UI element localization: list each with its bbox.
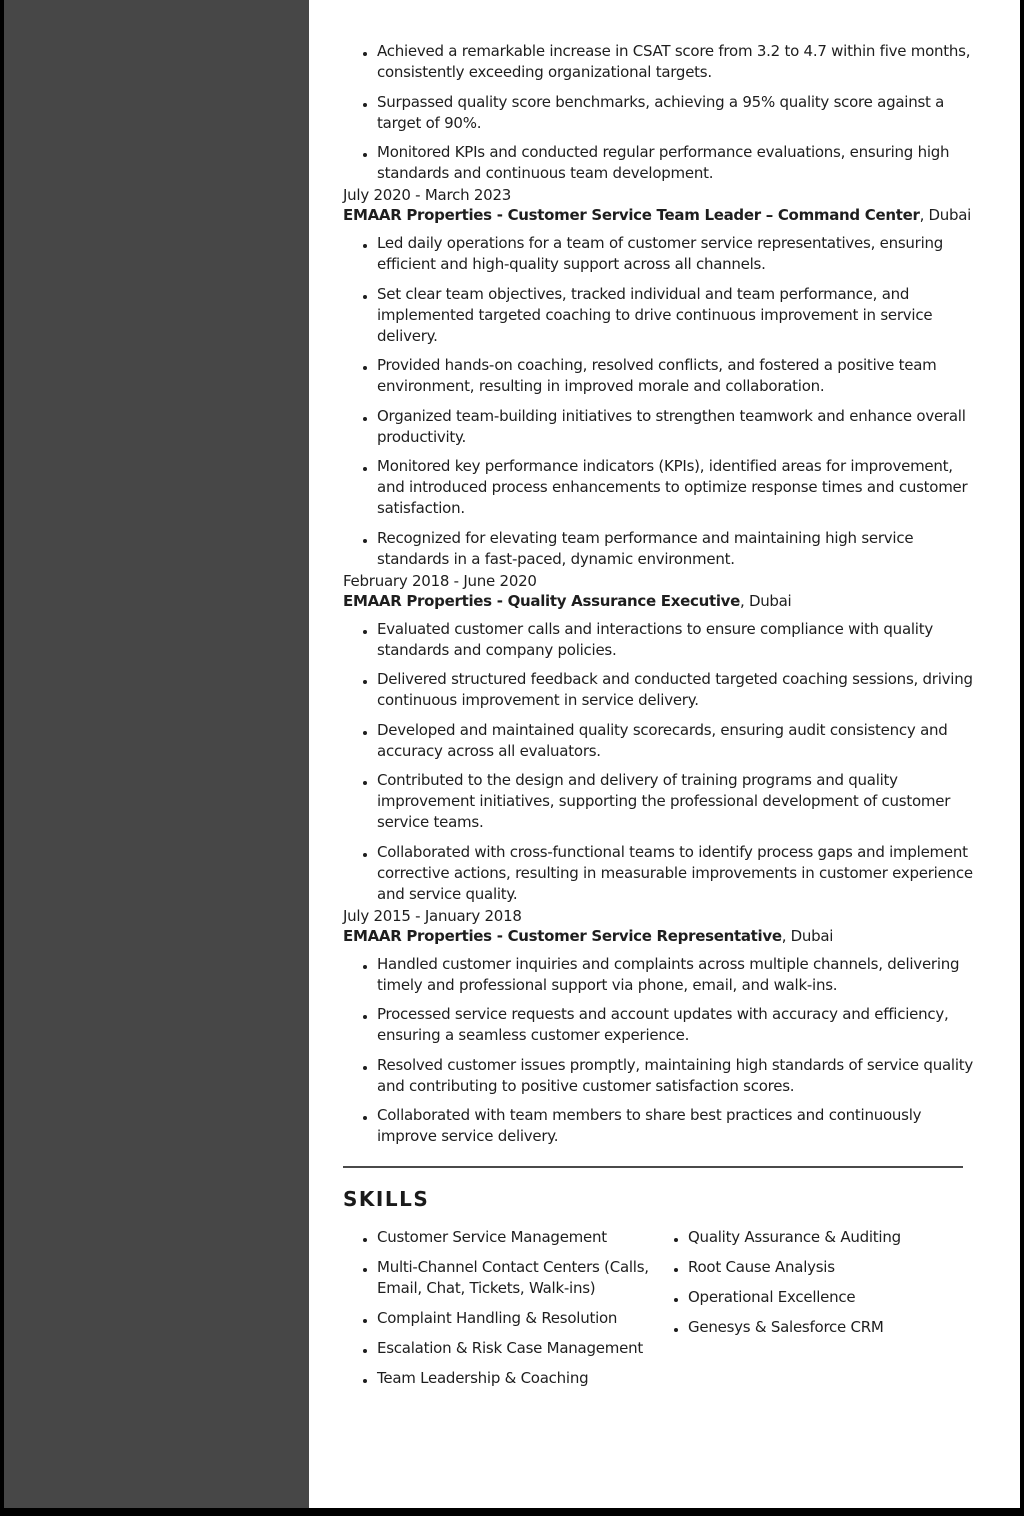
bullet-item: Processed service requests and account updates with accuracy and efficiency, ensuring a seamless customer experience. <box>343 1004 973 1046</box>
job-title <box>343 205 973 226</box>
job-dates: February 2018 - June 2020 <box>343 571 537 590</box>
job-dates: July 2020 - March 2023 <box>343 186 512 204</box>
job-bullets <box>343 954 973 1148</box>
skills-right-column <box>654 1227 964 1347</box>
skill-item: Genesys & Salesforce CRM <box>654 1317 964 1338</box>
job-company: EMAAR Properties - <box>343 926 508 945</box>
job-entry-customer-service-rep <box>343 906 973 1148</box>
job-role: Customer Service Team Leader – Command Center <box>507 206 920 224</box>
bullet-item: Handled customer inquiries and complaints across multiple channels, delivering timely and professional support via phone, email, and walk-ins. <box>343 954 973 996</box>
bullet-item: Achieved a remarkable increase in CSAT score from 3.2 to 4.7 within five months, consistently exceeding organizational targets. <box>343 41 973 83</box>
skills-list <box>343 1227 973 1407</box>
job-location: , Dubai <box>740 591 792 610</box>
job-location: , Dubai <box>919 206 971 224</box>
skill-item: Operational Excellence <box>654 1287 964 1308</box>
job-title <box>343 591 973 612</box>
previous-role-bullets <box>343 41 973 184</box>
job-role: Quality Assurance Executive <box>507 591 741 610</box>
resume-sidebar <box>4 0 309 1508</box>
skill-item: Team Leadership & Coaching <box>343 1368 653 1389</box>
bullet-item: Led daily operations for a team of customer service representatives, ensuring efficient and high-quality support across all channels. <box>343 233 973 275</box>
job-location: , Dubai <box>781 926 834 945</box>
resume-page-frame <box>4 0 1020 1508</box>
job-role: Customer Service Representative <box>507 926 782 945</box>
bullet-item: Contributed to the design and delivery of training programs and quality improvement initiatives, supporting the professional development of customer service teams. <box>343 770 973 833</box>
skill-item: Complaint Handling & Resolution <box>343 1308 653 1329</box>
bullet-item: Collaborated with cross-functional teams to identify process gaps and implement corrective actions, resulting in measurable improvements in customer experience and service quality. <box>343 842 973 905</box>
job-entry-quality-assurance <box>343 571 973 905</box>
job-company: EMAAR Properties - <box>343 206 508 224</box>
resume-main-column <box>309 0 1020 1508</box>
job-entry-team-leader <box>343 185 973 570</box>
bullet-item: Set clear team objectives, tracked individual and team performance, and implemented targeted coaching to drive continuous improvement in service delivery. <box>343 284 973 347</box>
bullet-item: Monitored KPIs and conducted regular performance evaluations, ensuring high standards and continuous team development. <box>343 142 973 184</box>
skill-item: Multi-Channel Contact Centers (Calls, Email, Chat, Tickets, Walk-ins) <box>343 1257 653 1299</box>
bullet-item: Delivered structured feedback and conducted targeted coaching sessions, driving continuous improvement in service delivery. <box>343 669 973 711</box>
job-bullets <box>343 619 973 905</box>
section-divider <box>343 1166 963 1168</box>
experience-content <box>343 41 973 1407</box>
bullet-item: Monitored key performance indicators (KPIs), identified areas for improvement, and introduced process enhancements to optimize response times and customer satisfaction. <box>343 456 973 519</box>
job-dates: July 2015 - January 2018 <box>343 906 522 925</box>
skill-item: Customer Service Management <box>343 1227 653 1248</box>
bullet-item: Recognized for elevating team performance and maintaining high service standards in a fast-paced, dynamic environment. <box>343 528 973 570</box>
bullet-item: Collaborated with team members to share best practices and continuously improve service delivery. <box>343 1105 973 1147</box>
bullet-item: Evaluated customer calls and interactions to ensure compliance with quality standards and company policies. <box>343 619 973 661</box>
bullet-item: Surpassed quality score benchmarks, achieving a 95% quality score against a target of 90%. <box>343 92 973 134</box>
skills-left-column <box>343 1227 653 1398</box>
skill-item: Escalation & Risk Case Management <box>343 1338 653 1359</box>
bullet-item: Resolved customer issues promptly, maintaining high standards of service quality and contributing to positive customer satisfaction scores. <box>343 1055 973 1097</box>
bullet-item: Organized team-building initiatives to strengthen teamwork and enhance overall productivity. <box>343 406 973 448</box>
job-company: EMAAR Properties - <box>343 591 508 610</box>
bullet-item: Developed and maintained quality scorecards, ensuring audit consistency and accuracy across all evaluators. <box>343 720 973 762</box>
skill-item: Quality Assurance & Auditing <box>654 1227 964 1248</box>
skills-heading: SKILLS <box>343 1187 430 1211</box>
skill-item: Root Cause Analysis <box>654 1257 964 1278</box>
job-title <box>343 926 973 947</box>
job-bullets <box>343 233 973 570</box>
bullet-item: Provided hands-on coaching, resolved conflicts, and fostered a positive team environment, resulting in improved morale and collaboration. <box>343 355 973 397</box>
